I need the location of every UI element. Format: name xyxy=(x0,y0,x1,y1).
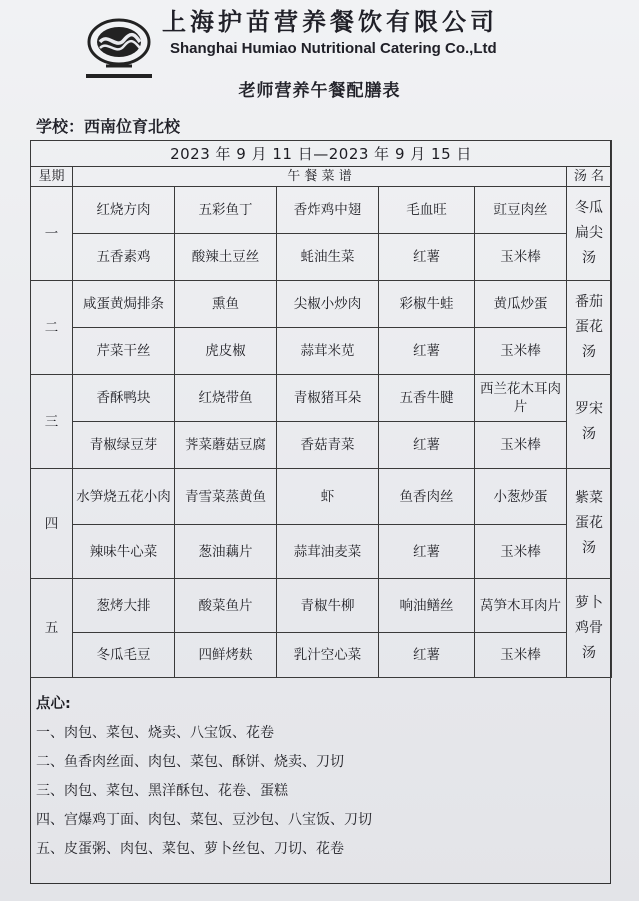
document-title: 老师营养午餐配膳表 xyxy=(238,81,401,101)
dish-cell: 红薯 xyxy=(379,633,475,678)
dish-cell: 黄瓜炒蛋 xyxy=(475,281,567,328)
dish-cell: 尖椒小炒肉 xyxy=(277,281,379,328)
table-row xyxy=(31,328,612,375)
table-row xyxy=(31,375,612,422)
dish-cell: 豇豆肉丝 xyxy=(475,187,567,234)
dish-cell: 红薯 xyxy=(379,234,475,281)
dish-cell: 玉米棒 xyxy=(475,525,567,579)
soup-cell: 紫菜蛋花汤 xyxy=(567,469,612,579)
list-item: 二、鱼香肉丝面、肉包、菜包、酥饼、烧卖、刀切 xyxy=(36,754,344,770)
menu-header: 午 餐 菜 谱 xyxy=(73,167,567,187)
company-name-en: Shanghai Humiao Nutritional Catering Co.,Ltd xyxy=(170,40,497,57)
list-item: 五、皮蛋粥、肉包、菜包、萝卜丝包、刀切、花卷 xyxy=(36,841,344,857)
dish-cell: 响油鳝丝 xyxy=(379,579,475,633)
soup-cell: 冬瓜扁尖汤 xyxy=(567,187,612,281)
list-item: 四、宫爆鸡丁面、肉包、菜包、豆沙包、八宝饭、刀切 xyxy=(36,812,372,828)
dish-cell: 彩椒牛蛙 xyxy=(379,281,475,328)
dish-cell: 五香牛腱 xyxy=(379,375,475,422)
weekday-cell: 五 xyxy=(31,579,73,678)
dish-cell: 五香素鸡 xyxy=(73,234,175,281)
dish-cell: 香炸鸡中翅 xyxy=(277,187,379,234)
table-row xyxy=(31,234,612,281)
table-row xyxy=(31,633,612,678)
letterhead xyxy=(0,0,639,136)
dish-cell: 红薯 xyxy=(379,422,475,469)
dish-cell: 青椒绿豆芽 xyxy=(73,422,175,469)
dish-cell: 蒜茸油麦菜 xyxy=(277,525,379,579)
dish-cell: 乳汁空心菜 xyxy=(277,633,379,678)
table-row xyxy=(31,579,612,633)
dish-cell: 玉米棒 xyxy=(475,422,567,469)
dish-cell: 红薯 xyxy=(379,328,475,375)
table-row xyxy=(31,281,612,328)
dish-cell: 蚝油生菜 xyxy=(277,234,379,281)
dish-cell: 青椒猪耳朵 xyxy=(277,375,379,422)
table-row xyxy=(31,525,612,579)
dish-cell: 水笋烧五花小肉 xyxy=(73,469,175,525)
dish-cell: 小葱炒蛋 xyxy=(475,469,567,525)
snacks-section xyxy=(36,692,596,864)
weekday-cell: 三 xyxy=(31,375,73,469)
dish-cell: 四鲜烤麸 xyxy=(175,633,277,678)
snacks-title: 点心: xyxy=(36,696,71,712)
dish-cell: 红烧方肉 xyxy=(73,187,175,234)
table-row xyxy=(31,187,612,234)
list-item: 三、肉包、菜包、黑洋酥包、花卷、蛋糕 xyxy=(36,783,288,799)
dish-cell: 玉米棒 xyxy=(475,328,567,375)
soup-cell: 罗宋汤 xyxy=(567,375,612,469)
table-row xyxy=(31,422,612,469)
dish-cell: 红烧带鱼 xyxy=(175,375,277,422)
dish-cell: 五彩鱼丁 xyxy=(175,187,277,234)
dish-cell: 香酥鸭块 xyxy=(73,375,175,422)
soup-cell: 萝卜鸡骨汤 xyxy=(567,579,612,678)
table-row xyxy=(31,469,612,525)
dish-cell: 虾 xyxy=(277,469,379,525)
list-item: 一、肉包、菜包、烧卖、八宝饭、花卷 xyxy=(36,725,274,741)
dish-cell: 荠菜蘑菇豆腐 xyxy=(175,422,277,469)
soup-cell: 番茄蛋花汤 xyxy=(567,281,612,375)
dish-cell: 咸蛋黄焗排条 xyxy=(73,281,175,328)
weekday-cell: 二 xyxy=(31,281,73,375)
dish-cell: 辣味牛心菜 xyxy=(73,525,175,579)
company-name-cn: 上海护苗营养餐饮有限公司 xyxy=(162,7,498,36)
dish-cell: 香菇青菜 xyxy=(277,422,379,469)
dish-cell: 青椒牛柳 xyxy=(277,579,379,633)
company-logo-icon xyxy=(86,14,152,76)
dish-cell: 西兰花木耳肉片 xyxy=(475,375,567,422)
dish-cell: 葱油藕片 xyxy=(175,525,277,579)
dish-cell: 玉米棒 xyxy=(475,234,567,281)
dish-cell: 酸辣土豆丝 xyxy=(175,234,277,281)
soup-header: 汤 名 xyxy=(567,167,612,187)
weekday-cell: 一 xyxy=(31,187,73,281)
dish-cell: 鱼香肉丝 xyxy=(379,469,475,525)
dish-cell: 玉米棒 xyxy=(475,633,567,678)
dish-cell: 莴笋木耳肉片 xyxy=(475,579,567,633)
weekday-header: 星期 xyxy=(31,167,73,187)
dish-cell: 虎皮椒 xyxy=(175,328,277,375)
dish-cell: 葱烤大排 xyxy=(73,579,175,633)
weekday-cell: 四 xyxy=(31,469,73,579)
date-range: 2023 年 9 月 11 日—2023 年 9 月 15 日 xyxy=(31,141,612,167)
dish-cell: 红薯 xyxy=(379,525,475,579)
dish-cell: 冬瓜毛豆 xyxy=(73,633,175,678)
dish-cell: 毛血旺 xyxy=(379,187,475,234)
lunch-menu-table xyxy=(30,140,612,678)
dish-cell: 熏鱼 xyxy=(175,281,277,328)
dish-cell: 蒜茸米苋 xyxy=(277,328,379,375)
dish-cell: 青雪菜蒸黄鱼 xyxy=(175,469,277,525)
school-name: 学校：西南位育北校 xyxy=(36,117,181,136)
dish-cell: 芹菜干丝 xyxy=(73,328,175,375)
dish-cell: 酸菜鱼片 xyxy=(175,579,277,633)
